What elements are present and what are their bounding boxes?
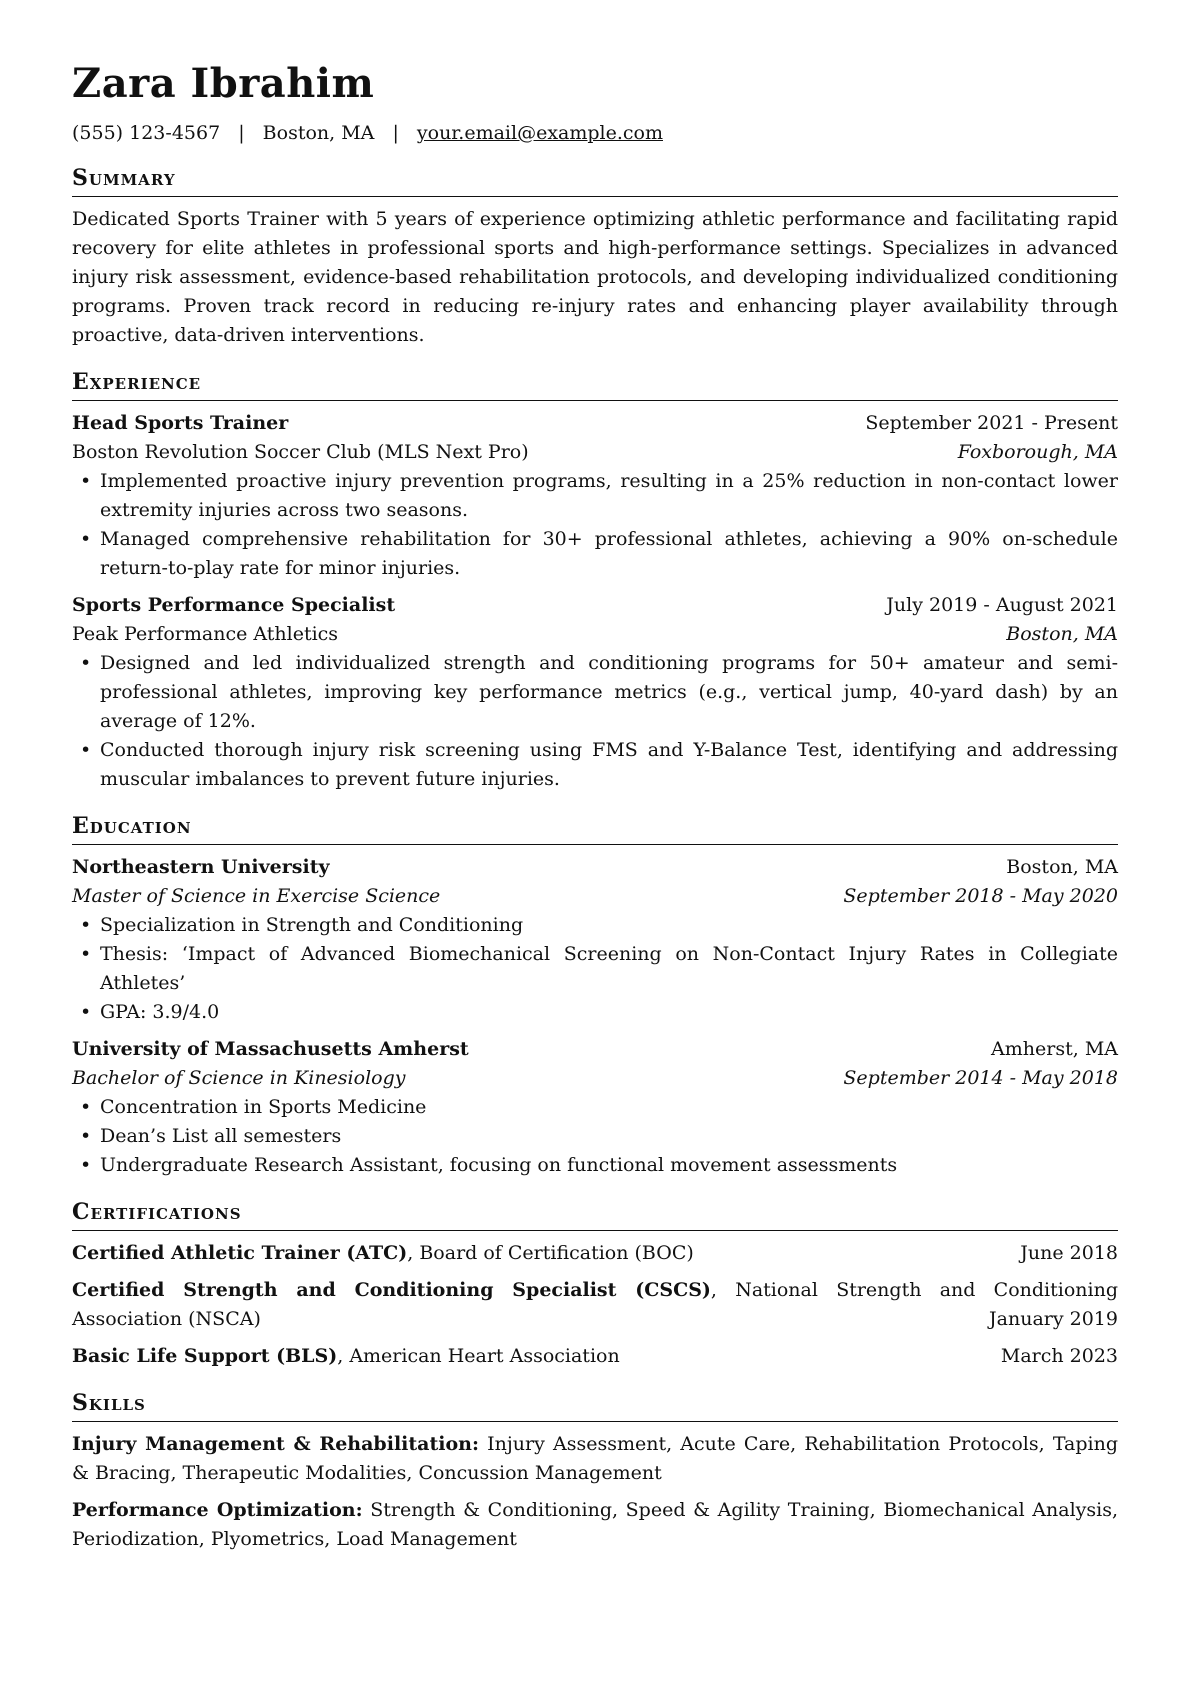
job-bullets — [72, 649, 1118, 794]
list-item — [72, 649, 1118, 736]
experience-entry — [72, 409, 1118, 583]
list-item-text: Designed and led individualized strength and conditioning programs for 50+ amateur and semi-professional athletes, improving key performance metrics (e.g., vertical jump, 40-yard dash) by an average of 12%. — [100, 652, 1118, 732]
skill-group-label: Performance Optimization: — [72, 1499, 363, 1521]
certification-issuer: , National Strength and Conditioning Association (NSCA) — [72, 1279, 1118, 1330]
section-title-certifications: Certifications — [72, 1196, 1118, 1231]
list-item-text: Conducted thorough injury risk screening using FMS and Y-Balance Test, identifying and addressing muscular imbalances to prevent future injuries. — [100, 739, 1118, 790]
skill-group-label: Injury Management & Rehabilitation: — [72, 1433, 479, 1455]
list-item-text: Specialization in Strength and Conditioning — [100, 914, 524, 936]
section-title-skills: Skills — [72, 1387, 1118, 1422]
education-bullets — [72, 1093, 1118, 1180]
education-bullets — [72, 911, 1118, 1027]
list-item-text: Dean’s List all semesters — [100, 1125, 342, 1147]
bullet-icon: • — [80, 1001, 92, 1023]
bullet-icon: • — [80, 1154, 92, 1176]
bullet-icon: • — [80, 1125, 92, 1147]
certification-entry — [72, 1342, 1118, 1371]
section-title-experience: Experience — [72, 366, 1118, 401]
skill-group — [72, 1496, 1118, 1554]
list-item-text: Implemented proactive injury prevention programs, resulting in a 25% reduction in non-contact lower extremity injuries across two seasons. — [100, 470, 1118, 521]
school-name: University of Massachusetts Amherst — [72, 1038, 469, 1060]
job-role: Head Sports Trainer — [72, 412, 289, 434]
list-item-text: Managed comprehensive rehabilitation for 30+ professional athletes, achieving a 90% on-schedule return-to-play rate for minor injuries. — [100, 528, 1118, 579]
contact-line — [72, 120, 1118, 146]
list-item-text: Concentration in Sports Medicine — [100, 1096, 427, 1118]
job-organization: Peak Performance Athletics — [72, 623, 339, 645]
school-location: Amherst, MA — [991, 1038, 1118, 1060]
list-item — [72, 1093, 1118, 1122]
bullet-icon: • — [80, 528, 92, 550]
bullet-icon: • — [80, 1096, 92, 1118]
section-title-education: Education — [72, 810, 1118, 845]
experience-entry — [72, 591, 1118, 794]
job-dates: July 2019 - August 2021 — [886, 594, 1118, 616]
degree-dates: September 2014 - May 2018 — [843, 1067, 1118, 1089]
school-location: Boston, MA — [1006, 856, 1118, 878]
bullet-icon: • — [80, 914, 92, 936]
certification-date: June 2018 — [1020, 1242, 1118, 1264]
section-title-summary: Summary — [72, 162, 1118, 197]
bullet-icon: • — [80, 652, 92, 674]
skill-group-items: Strength & Conditioning, Speed & Agility Training, Biomechanical Analysis, Periodization, Plyometrics, Load Management — [72, 1499, 1119, 1550]
certification-entry — [72, 1239, 1118, 1268]
job-dates: September 2021 - Present — [865, 412, 1118, 434]
education-entry — [72, 853, 1118, 1027]
contact-separator: | — [392, 122, 399, 144]
contact-separator: | — [238, 122, 245, 144]
job-location: Boston, MA — [1006, 623, 1118, 645]
summary-text: Dedicated Sports Trainer with 5 years of experience optimizing athletic performance and facilitating rapid recovery for elite athletes in professional sports and high-performance settings. Specializes in advanced injury risk assessment, evidence-based rehabilitation protocols, and developing individualized conditioning programs. Proven track record in reducing re-injury rates and enhancing player availability through proactive, data-driven interventions. — [72, 208, 1118, 346]
certification-name: Certified Strength and Conditioning Specialist (CSCS) — [72, 1279, 711, 1301]
list-item — [72, 998, 1118, 1027]
list-item — [72, 911, 1118, 940]
list-item-text: GPA: 3.9/4.0 — [100, 1001, 220, 1023]
phone-number: (555) 123-4567 — [72, 122, 221, 144]
bullet-icon: • — [80, 470, 92, 492]
certification-name: Certified Athletic Trainer (ATC) — [72, 1242, 408, 1264]
skill-group — [72, 1430, 1118, 1488]
school-name: Northeastern University — [72, 856, 330, 878]
job-bullets — [72, 467, 1118, 583]
list-item — [72, 940, 1118, 998]
location-text: Boston, MA — [262, 122, 375, 144]
certification-date: January 2019 — [989, 1308, 1118, 1330]
list-item — [72, 1151, 1118, 1180]
list-item — [72, 736, 1118, 794]
certification-issuer: , American Heart Association — [337, 1345, 620, 1367]
resume-page — [72, 58, 1118, 1554]
job-organization: Boston Revolution Soccer Club (MLS Next Pro) — [72, 441, 529, 463]
degree-dates: September 2018 - May 2020 — [843, 885, 1118, 907]
certification-date: March 2023 — [1000, 1345, 1118, 1367]
list-item-text: Thesis: ‘Impact of Advanced Biomechanical Screening on Non-Contact Injury Rates in Collegiate Athletes’ — [100, 943, 1118, 994]
skill-group-items: Injury Assessment, Acute Care, Rehabilitation Protocols, Taping & Bracing, Therapeutic Modalities, Concussion Management — [72, 1433, 1118, 1484]
certification-issuer: , Board of Certification (BOC) — [407, 1242, 694, 1264]
list-item — [72, 1122, 1118, 1151]
bullet-icon: • — [80, 739, 92, 761]
list-item — [72, 467, 1118, 525]
list-item-text: Undergraduate Research Assistant, focusing on functional movement assessments — [100, 1154, 898, 1176]
list-item — [72, 525, 1118, 583]
degree-name: Master of Science in Exercise Science — [72, 885, 441, 907]
certification-entry — [72, 1276, 1118, 1334]
degree-name: Bachelor of Science in Kinesiology — [72, 1067, 406, 1089]
education-entry — [72, 1035, 1118, 1180]
candidate-name: Zara Ibrahim — [72, 60, 375, 107]
job-role: Sports Performance Specialist — [72, 594, 396, 616]
job-location: Foxborough, MA — [957, 441, 1118, 463]
bullet-icon: • — [80, 943, 92, 965]
email-link[interactable]: your.email@example.com — [416, 122, 663, 144]
certification-name: Basic Life Support (BLS) — [72, 1345, 338, 1367]
